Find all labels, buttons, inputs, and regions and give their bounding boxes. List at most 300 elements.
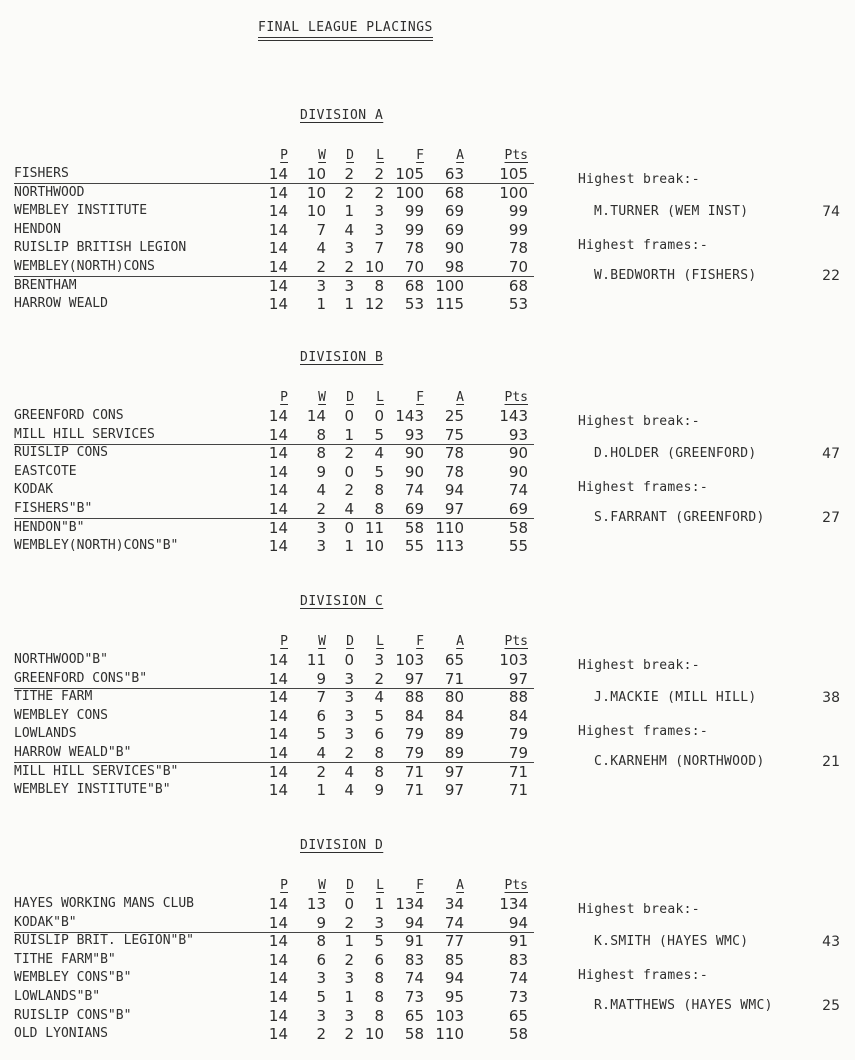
table-row: [14, 239, 534, 257]
cell-a: 94: [444, 481, 464, 500]
cell-a: 69: [444, 202, 464, 221]
highest-break-label: Highest break:-: [578, 172, 700, 187]
team-name: FISHERS: [14, 166, 69, 181]
cell-w: 2: [316, 258, 326, 276]
team-name: FISHERS"B": [14, 501, 93, 516]
table-header: [14, 877, 534, 895]
table-row: [14, 258, 534, 277]
cell-pts: 143: [499, 407, 528, 425]
cell-d: 4: [344, 781, 354, 800]
team-name: MILL HILL SERVICES"B": [14, 763, 179, 779]
cell-w: 7: [316, 220, 326, 239]
highest-frames-value: 22: [822, 268, 840, 284]
table-row: [14, 969, 534, 987]
cell-f: 90: [404, 462, 424, 481]
column-header-d: D: [346, 878, 354, 893]
cell-w: 2: [316, 1025, 326, 1044]
cell-f: 70: [404, 258, 424, 276]
cell-pts: 71: [508, 781, 528, 800]
cell-w: 2: [316, 762, 326, 781]
cell-d: 3: [344, 276, 354, 295]
cell-a: 85: [444, 950, 464, 969]
cell-pts: 69: [508, 500, 528, 518]
cell-pts: 91: [508, 932, 528, 951]
column-header-l: L: [376, 878, 384, 893]
cell-f: 71: [404, 762, 424, 781]
cell-f: 71: [404, 781, 424, 800]
table-row: [14, 951, 534, 969]
cell-w: 13: [306, 895, 326, 913]
cell-p: 14: [268, 276, 288, 295]
cell-d: 2: [344, 1025, 354, 1044]
column-header-l: L: [376, 390, 384, 405]
cell-f: 84: [404, 706, 424, 725]
cell-f: 74: [404, 481, 424, 500]
cell-w: 4: [316, 744, 326, 762]
table-row: [14, 407, 534, 425]
cell-w: 10: [306, 165, 326, 183]
cell-w: 3: [316, 518, 326, 537]
cell-f: 69: [404, 500, 424, 518]
table-row: [14, 1025, 534, 1043]
cell-p: 14: [268, 1006, 288, 1025]
table-header: [14, 147, 534, 165]
table-row: [14, 763, 534, 781]
cell-a: 84: [444, 706, 464, 725]
highest-frames-name: C.KARNEHM (NORTHWOOD): [594, 754, 765, 769]
highest-frames-value: 21: [822, 754, 840, 770]
cell-p: 14: [268, 651, 288, 669]
team-name: LOWLANDS: [14, 726, 77, 742]
cell-a: 89: [444, 725, 464, 744]
table-row: [14, 444, 534, 462]
cell-p: 14: [268, 220, 288, 239]
cell-a: 63: [444, 165, 464, 183]
cell-pts: 78: [508, 239, 528, 258]
cell-pts: 97: [508, 669, 528, 688]
cell-p: 14: [268, 295, 288, 314]
cell-a: 65: [444, 651, 464, 669]
team-name: WEMBLEY(NORTH)CONS"B": [14, 538, 179, 554]
cell-l: 7: [374, 239, 384, 258]
team-name: RUISLIP CONS: [14, 445, 108, 461]
column-header-pts: Pts: [504, 390, 528, 405]
cell-w: 6: [316, 950, 326, 969]
table-row: [14, 519, 534, 537]
cell-l: 9: [374, 781, 384, 800]
column-header-w: W: [318, 878, 326, 893]
table-row: [14, 707, 534, 725]
cell-p: 14: [268, 762, 288, 781]
table-row: [14, 932, 534, 950]
cell-l: 2: [374, 669, 384, 688]
team-name: WEMBLEY(NORTH)CONS: [14, 259, 155, 274]
cell-w: 2: [316, 500, 326, 518]
cell-w: 6: [316, 706, 326, 725]
cell-w: 10: [306, 202, 326, 221]
team-name: WEMBLEY INSTITUTE: [14, 203, 148, 219]
cell-f: 55: [404, 537, 424, 556]
cell-pts: 74: [508, 481, 528, 500]
cell-d: 4: [344, 762, 354, 781]
page-title: FINAL LEAGUE PLACINGS: [258, 20, 433, 38]
cell-d: 3: [344, 669, 354, 688]
cell-pts: 93: [508, 425, 528, 444]
cell-d: 2: [344, 444, 354, 463]
cell-a: 34: [444, 895, 464, 913]
team-name: WEMBLEY INSTITUTE"B": [14, 782, 171, 798]
cell-l: 0: [374, 407, 384, 425]
table-row: [14, 914, 534, 933]
cell-l: 10: [364, 258, 384, 276]
cell-pts: 58: [508, 518, 528, 537]
cell-f: 53: [404, 295, 424, 314]
table-row: [14, 725, 534, 743]
column-header-a: A: [456, 634, 464, 649]
cell-l: 5: [374, 706, 384, 725]
column-header-d: D: [346, 148, 354, 163]
cell-pts: 94: [508, 913, 528, 932]
cell-f: 105: [395, 165, 424, 183]
cell-d: 2: [344, 950, 354, 969]
table-row: [14, 537, 534, 555]
cell-f: 83: [404, 950, 424, 969]
table-row: [14, 988, 534, 1006]
cell-p: 14: [268, 462, 288, 481]
cell-pts: 55: [508, 537, 528, 556]
column-header-w: W: [318, 634, 326, 649]
cell-p: 14: [268, 258, 288, 276]
cell-p: 14: [268, 183, 288, 202]
cell-d: 1: [344, 425, 354, 444]
cell-w: 4: [316, 481, 326, 500]
cell-w: 1: [316, 781, 326, 800]
cell-l: 8: [374, 500, 384, 518]
cell-w: 9: [316, 913, 326, 932]
highest-frames-label: Highest frames:-: [578, 238, 709, 253]
cell-pts: 99: [508, 202, 528, 221]
cell-d: 3: [344, 688, 354, 707]
cell-p: 14: [268, 950, 288, 969]
cell-p: 14: [268, 688, 288, 707]
cell-d: 4: [344, 220, 354, 239]
cell-f: 65: [404, 1006, 424, 1025]
team-name: LOWLANDS"B": [14, 989, 101, 1004]
highest-frames-name: W.BEDWORTH (FISHERS): [594, 268, 757, 283]
column-header-w: W: [318, 390, 326, 405]
cell-p: 14: [268, 481, 288, 500]
highest-frames-name: R.MATTHEWS (HAYES WMC): [594, 998, 773, 1013]
cell-p: 14: [268, 202, 288, 221]
team-name: EASTCOTE: [14, 463, 77, 479]
table-row: [14, 463, 534, 481]
cell-l: 12: [364, 295, 384, 314]
table-row: [14, 781, 534, 799]
cell-f: 73: [404, 988, 424, 1006]
table-row: [14, 688, 534, 706]
highest-break-label: Highest break:-: [578, 414, 700, 429]
cell-pts: 103: [499, 651, 528, 669]
column-header-a: A: [456, 148, 464, 163]
cell-f: 94: [404, 913, 424, 932]
team-name: GREENFORD CONS"B": [14, 670, 148, 686]
cell-l: 8: [374, 988, 384, 1006]
table-row: [14, 165, 534, 184]
division-title: DIVISION C: [300, 594, 384, 609]
highest-break-name: D.HOLDER (GREENFORD): [594, 446, 757, 461]
cell-l: 2: [374, 165, 384, 183]
cell-f: 90: [404, 444, 424, 463]
team-name: BRENTHAM: [14, 277, 77, 293]
cell-d: 3: [344, 969, 354, 988]
table-header: [14, 389, 534, 407]
cell-w: 9: [316, 462, 326, 481]
cell-a: 115: [435, 295, 464, 314]
cell-a: 90: [444, 239, 464, 258]
team-name: GREENFORD CONS: [14, 408, 124, 423]
cell-d: 0: [344, 895, 354, 913]
division-title: DIVISION A: [300, 108, 384, 123]
table-row: [14, 426, 534, 445]
cell-w: 9: [316, 669, 326, 688]
cell-a: 98: [444, 258, 464, 276]
cell-d: 1: [344, 988, 354, 1006]
column-header-p: P: [280, 390, 288, 405]
cell-pts: 88: [508, 688, 528, 707]
cell-w: 3: [316, 276, 326, 295]
cell-a: 97: [444, 762, 464, 781]
table-row: [14, 895, 534, 913]
cell-p: 14: [268, 444, 288, 463]
team-name: RUISLIP BRIT. LEGION"B": [14, 933, 195, 949]
cell-d: 2: [344, 258, 354, 276]
cell-a: 71: [444, 669, 464, 688]
column-header-p: P: [280, 634, 288, 649]
cell-f: 58: [404, 1025, 424, 1044]
team-name: MILL HILL SERVICES: [14, 426, 155, 442]
cell-pts: 134: [499, 895, 528, 913]
column-header-pts: Pts: [504, 878, 528, 893]
cell-l: 6: [374, 725, 384, 744]
table-row: [14, 295, 534, 313]
cell-pts: 100: [499, 183, 528, 202]
cell-pts: 83: [508, 950, 528, 969]
highest-frames-value: 27: [822, 510, 840, 526]
cell-l: 4: [374, 444, 384, 463]
cell-w: 14: [306, 407, 326, 425]
cell-l: 8: [374, 276, 384, 295]
highest-frames-label: Highest frames:-: [578, 968, 709, 983]
cell-f: 74: [404, 969, 424, 988]
highest-break-value: 38: [822, 690, 840, 706]
column-header-p: P: [280, 148, 288, 163]
cell-w: 11: [306, 651, 326, 669]
cell-p: 14: [268, 425, 288, 444]
cell-a: 75: [444, 425, 464, 444]
column-header-pts: Pts: [504, 634, 528, 649]
table-row: [14, 500, 534, 519]
cell-p: 14: [268, 165, 288, 183]
cell-a: 80: [444, 688, 464, 707]
cell-p: 14: [268, 969, 288, 988]
highest-frames-label: Highest frames:-: [578, 724, 709, 739]
table-row: [14, 670, 534, 689]
cell-p: 14: [268, 781, 288, 800]
cell-d: 3: [344, 706, 354, 725]
team-name: NORTHWOOD"B": [14, 652, 108, 667]
cell-d: 0: [344, 651, 354, 669]
cell-pts: 90: [508, 444, 528, 463]
team-name: HARROW WEALD: [14, 296, 108, 312]
team-name: OLD LYONIANS: [14, 1026, 108, 1042]
cell-pts: 90: [508, 462, 528, 481]
cell-d: 2: [344, 913, 354, 932]
cell-w: 7: [316, 688, 326, 707]
team-name: WEMBLEY CONS: [14, 707, 108, 723]
cell-l: 5: [374, 425, 384, 444]
table-row: [14, 744, 534, 763]
table-header: [14, 633, 534, 651]
team-name: HENDON"B": [14, 519, 85, 535]
cell-f: 68: [404, 276, 424, 295]
cell-pts: 70: [508, 258, 528, 276]
cell-f: 91: [404, 932, 424, 951]
cell-f: 134: [395, 895, 424, 913]
cell-pts: 74: [508, 969, 528, 988]
cell-d: 1: [344, 202, 354, 221]
cell-d: 4: [344, 500, 354, 518]
cell-d: 2: [344, 165, 354, 183]
column-header-w: W: [318, 148, 326, 163]
cell-l: 6: [374, 950, 384, 969]
column-header-f: F: [416, 148, 424, 163]
cell-p: 14: [268, 669, 288, 688]
highest-break-value: 74: [822, 204, 840, 220]
cell-l: 1: [374, 895, 384, 913]
table-row: [14, 184, 534, 202]
cell-p: 14: [268, 500, 288, 518]
cell-pts: 99: [508, 220, 528, 239]
cell-d: 2: [344, 481, 354, 500]
table-row: [14, 277, 534, 295]
cell-w: 4: [316, 239, 326, 258]
cell-f: 100: [395, 183, 424, 202]
cell-pts: 65: [508, 1006, 528, 1025]
cell-d: 0: [344, 518, 354, 537]
column-header-p: P: [280, 878, 288, 893]
cell-l: 8: [374, 744, 384, 762]
cell-w: 3: [316, 1006, 326, 1025]
cell-pts: 79: [508, 725, 528, 744]
cell-pts: 84: [508, 706, 528, 725]
column-header-d: D: [346, 390, 354, 405]
cell-p: 14: [268, 518, 288, 537]
cell-l: 3: [374, 220, 384, 239]
cell-l: 5: [374, 462, 384, 481]
cell-l: 8: [374, 969, 384, 988]
highest-frames-label: Highest frames:-: [578, 480, 709, 495]
cell-w: 8: [316, 444, 326, 463]
cell-f: 78: [404, 239, 424, 258]
highest-frames-value: 25: [822, 998, 840, 1014]
cell-a: 97: [444, 781, 464, 800]
cell-a: 110: [435, 518, 464, 537]
team-name: TITHE FARM: [14, 689, 93, 705]
team-name: HARROW WEALD"B": [14, 745, 132, 760]
cell-p: 14: [268, 725, 288, 744]
cell-a: 95: [444, 988, 464, 1006]
cell-p: 14: [268, 1025, 288, 1044]
cell-l: 3: [374, 913, 384, 932]
cell-w: 10: [306, 183, 326, 202]
team-name: KODAK"B": [14, 914, 77, 930]
column-header-pts: Pts: [504, 148, 528, 163]
table-row: [14, 1007, 534, 1025]
cell-l: 10: [364, 1025, 384, 1044]
team-name: NORTHWOOD: [14, 184, 85, 200]
cell-a: 69: [444, 220, 464, 239]
cell-d: 3: [344, 239, 354, 258]
cell-f: 79: [404, 725, 424, 744]
cell-a: 74: [444, 913, 464, 932]
cell-p: 14: [268, 706, 288, 725]
column-header-f: F: [416, 390, 424, 405]
column-header-l: L: [376, 634, 384, 649]
cell-d: 2: [344, 744, 354, 762]
table-row: [14, 202, 534, 220]
cell-pts: 71: [508, 762, 528, 781]
cell-p: 14: [268, 744, 288, 762]
cell-d: 1: [344, 295, 354, 314]
cell-l: 4: [374, 688, 384, 707]
table-row: [14, 221, 534, 239]
cell-f: 103: [395, 651, 424, 669]
cell-a: 78: [444, 462, 464, 481]
highest-break-value: 47: [822, 446, 840, 462]
table-row: [14, 651, 534, 669]
cell-d: 1: [344, 932, 354, 951]
cell-w: 5: [316, 988, 326, 1006]
cell-l: 11: [364, 518, 384, 537]
cell-l: 8: [374, 1006, 384, 1025]
cell-w: 1: [316, 295, 326, 314]
cell-l: 8: [374, 762, 384, 781]
cell-d: 3: [344, 1006, 354, 1025]
column-header-l: L: [376, 148, 384, 163]
cell-l: 8: [374, 481, 384, 500]
cell-a: 100: [435, 276, 464, 295]
team-name: KODAK: [14, 482, 54, 498]
cell-d: 1: [344, 537, 354, 556]
cell-l: 5: [374, 932, 384, 951]
team-name: HAYES WORKING MANS CLUB: [14, 896, 195, 911]
cell-f: 97: [404, 669, 424, 688]
cell-p: 14: [268, 537, 288, 556]
cell-f: 58: [404, 518, 424, 537]
cell-pts: 68: [508, 276, 528, 295]
column-header-f: F: [416, 634, 424, 649]
cell-w: 3: [316, 969, 326, 988]
cell-pts: 73: [508, 988, 528, 1006]
highest-break-name: J.MACKIE (MILL HILL): [594, 690, 757, 705]
column-header-a: A: [456, 390, 464, 405]
cell-a: 78: [444, 444, 464, 463]
cell-d: 0: [344, 462, 354, 481]
team-name: HENDON: [14, 221, 61, 237]
cell-f: 93: [404, 425, 424, 444]
column-header-a: A: [456, 878, 464, 893]
cell-a: 89: [444, 744, 464, 762]
